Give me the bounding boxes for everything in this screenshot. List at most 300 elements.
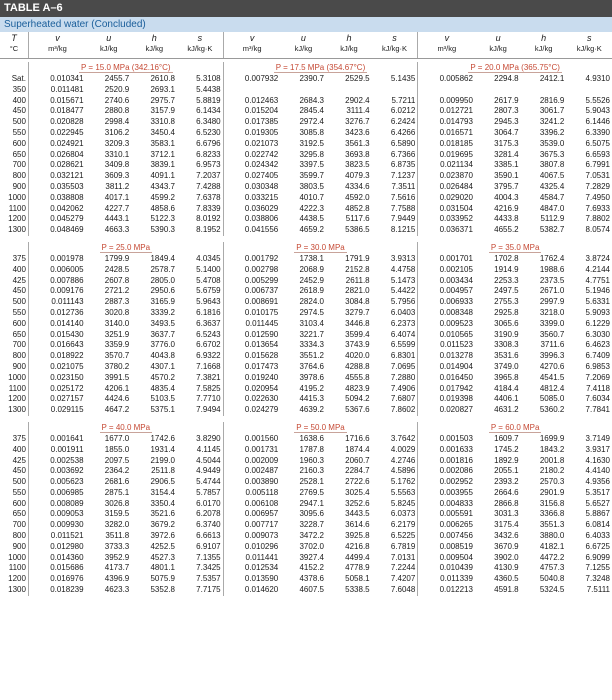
value-cell: 0.016643 (50, 340, 84, 350)
property-block (28, 254, 223, 416)
value-cell: 0.022742 (244, 149, 279, 159)
temperature-cell: 700 (12, 160, 26, 170)
value-cell: 0.005862 (439, 74, 473, 83)
value-cell: 0.001731 (244, 444, 279, 454)
temperature-cell: 500 (12, 297, 26, 307)
value-cell: 0.010439 (439, 563, 473, 573)
value-cell: 1787.8 (299, 444, 324, 454)
value-cell: 0.005299 (244, 275, 279, 285)
value-cell: 4.9356 (585, 477, 610, 487)
pressure-label: P = 15.0 MPa (342.16°C) (28, 62, 223, 74)
value-cell: 5.4438 (196, 84, 221, 94)
pressure-label-row (0, 62, 612, 74)
value-cell: 0.007717 (244, 520, 279, 530)
value-cell: 3085.8 (299, 127, 324, 137)
header-h: h kJ/kg (145, 33, 164, 53)
pressure-label: P = 17.5 MPa (354.67°C) (223, 62, 418, 74)
value-cell: 0.015686 (50, 563, 84, 573)
property-block (223, 434, 418, 596)
temperature-cell: 1300 (8, 225, 26, 235)
value-cell: 4591.8 (494, 585, 519, 595)
value-cell: 2511.8 (151, 466, 175, 476)
value-cell: 4.0029 (390, 444, 416, 454)
value-cell: 0.003434 (439, 275, 473, 285)
value-cell: 3749.0 (494, 361, 519, 371)
value-cell: 3366.8 (539, 509, 565, 519)
value-cell: 2610.8 (150, 74, 175, 83)
value-cell: 2755.3 (494, 297, 519, 307)
value-cell: 3599.4 (345, 329, 370, 339)
h-column (131, 254, 177, 416)
value-cell: 3511.8 (105, 531, 130, 541)
value-cell: 4.1145 (196, 444, 221, 454)
header-v: v m³/kg (242, 33, 262, 53)
value-cell: 0.009053 (50, 509, 84, 519)
temperature-column (0, 434, 28, 596)
value-cell: 7.0695 (390, 361, 416, 371)
value-cell: 6.0170 (196, 498, 221, 508)
value-cell: 7.5357 (196, 574, 221, 584)
pressure-group (0, 422, 612, 596)
value-cell: 3531.6 (494, 351, 519, 361)
value-cell: 8.0192 (196, 214, 221, 224)
value-cell: 5338.5 (345, 585, 370, 595)
value-cell: 7.2069 (585, 372, 610, 382)
data-rows (0, 74, 612, 236)
value-cell: 4.5044 (196, 455, 221, 465)
value-cell: 7.6933 (585, 203, 610, 213)
h-column (326, 434, 372, 596)
value-cell: 4017.1 (104, 192, 130, 202)
value-cell: 2901.9 (539, 487, 565, 497)
value-cell: 6.3030 (585, 329, 610, 339)
value-cell: 4010.7 (299, 192, 324, 202)
value-cell: 7.6048 (390, 585, 416, 595)
temperature-cell: 500 (12, 477, 26, 487)
value-cell: 3795.7 (494, 181, 519, 191)
value-cell: 3780.2 (104, 361, 130, 371)
value-cell: 0.018239 (50, 585, 84, 595)
value-cell: 5352.8 (150, 585, 175, 595)
value-cell: 2412.1 (539, 74, 565, 83)
temperature-cell: 600 (12, 138, 26, 148)
value-cell: 3972.6 (150, 531, 175, 541)
temperature-cell: 425 (12, 275, 26, 285)
value-cell: 3065.6 (494, 318, 519, 328)
value-cell: 0.002487 (244, 466, 279, 476)
value-cell: 3157.9 (150, 106, 175, 116)
value-cell: 3978.6 (299, 372, 324, 382)
value-cell: 4812.4 (539, 383, 565, 393)
header-h: h kJ/kg (340, 33, 358, 53)
value-cell: 4.4758 (390, 264, 416, 274)
value-cell: 2821.0 (345, 286, 370, 296)
value-cell: 3637.7 (150, 329, 175, 339)
value-cell: 5103.5 (150, 394, 175, 404)
value-cell: 2060.7 (345, 455, 370, 465)
temperature-cell: 1200 (8, 394, 26, 404)
value-cell: 0.015628 (244, 351, 279, 361)
pressure-label: P = 35.0 MPa (417, 242, 612, 254)
value-cell: 5.7857 (196, 487, 221, 497)
value-cell: 4173.7 (104, 563, 130, 573)
value-cell: 3551.2 (299, 351, 324, 361)
value-cell: 3020.8 (104, 307, 130, 317)
value-cell: 7.2829 (585, 181, 610, 191)
value-cell: 5324.5 (539, 585, 565, 595)
value-cell: 2390.7 (299, 74, 324, 83)
value-cell: 2664.6 (494, 487, 519, 497)
value-cell: 2393.2 (494, 477, 519, 487)
temperature-cell: 400 (12, 264, 26, 274)
value-cell: 2455.7 (104, 74, 130, 83)
property-block (223, 74, 418, 236)
value-cell (475, 85, 519, 96)
s-column (566, 434, 612, 596)
value-cell: 0.006108 (244, 498, 279, 508)
value-cell: 0.010341 (50, 74, 84, 83)
temperature-column (0, 74, 28, 236)
value-cell: 0.001633 (439, 444, 473, 454)
value-cell: 3823.5 (345, 160, 370, 170)
temperature-cell: 600 (12, 318, 26, 328)
value-cell: 0.024921 (50, 138, 84, 148)
value-cell: 2253.3 (494, 275, 519, 285)
value-cell: 6.2373 (390, 318, 416, 328)
value-cell: 6.1434 (196, 106, 221, 116)
value-cell: 0.015671 (50, 95, 84, 105)
value-cell: 5.5563 (390, 487, 416, 497)
value-cell: 6.9322 (196, 351, 221, 361)
s-column (177, 254, 223, 416)
value-cell: 3295.8 (299, 149, 324, 159)
value-cell: 3996.3 (539, 351, 565, 361)
temperature-cell: 550 (12, 127, 26, 137)
value-cell: 0.008089 (50, 498, 84, 508)
value-cell: 1843.2 (539, 444, 565, 454)
value-cell: 2866.8 (494, 498, 519, 508)
value-cell: 0.009930 (50, 520, 84, 530)
value-cell: 1702.8 (494, 253, 519, 263)
value-cell: 3396.2 (539, 127, 565, 137)
value-cell: 3095.6 (299, 509, 324, 519)
u-column (475, 74, 521, 236)
pressure-label: P = 20.0 MPa (365.75°C) (417, 62, 612, 74)
value-cell: 5382.7 (539, 225, 565, 235)
temperature-cell: 400 (12, 444, 26, 454)
value-cell: 0.042062 (50, 203, 84, 213)
value-cell: 7.0131 (390, 552, 416, 562)
value-cell: 3561.3 (345, 138, 370, 148)
value-cell: 0.032121 (50, 171, 84, 181)
value-cell: 0.041556 (244, 225, 279, 235)
value-cell: 3803.5 (299, 181, 324, 191)
value-cell: 5.5526 (585, 95, 610, 105)
value-cell: 1791.9 (345, 253, 370, 263)
value-cell: 4.4140 (585, 466, 610, 476)
value-cell: 2528.1 (299, 477, 324, 487)
value-cell: 3308.3 (494, 340, 519, 350)
value-cell: 0.026484 (439, 181, 473, 191)
value-cell: 4020.0 (345, 351, 370, 361)
value-cell: 2373.5 (539, 275, 565, 285)
value-cell: 3675.3 (539, 149, 565, 159)
value-cell: 0.038808 (50, 192, 84, 202)
value-cell: 0.010565 (439, 329, 473, 339)
value-cell: 2824.0 (299, 297, 324, 307)
value-cell: 0.033215 (244, 192, 279, 202)
property-block (28, 74, 223, 236)
s-column (372, 434, 418, 596)
value-cell: 4835.4 (150, 383, 175, 393)
value-cell: 0.005118 (245, 487, 279, 497)
value-cell: 2845.4 (299, 106, 324, 116)
temperature-cell: 650 (12, 509, 26, 519)
value-cell (418, 85, 473, 96)
value-cell: 7.0531 (585, 171, 610, 181)
value-cell: 4216.8 (345, 541, 370, 551)
value-cell: 0.014793 (439, 117, 473, 127)
u-column (86, 434, 132, 596)
header-u: u kJ/kg (489, 33, 507, 53)
value-cell: 4499.4 (345, 552, 370, 562)
value-cell: 5122.3 (150, 214, 175, 224)
u-column (280, 254, 326, 416)
value-cell: 0.011441 (245, 552, 279, 562)
value-cell: 1799.9 (104, 253, 130, 263)
value-cell: 2769.5 (299, 487, 324, 497)
value-cell: 2152.8 (345, 264, 370, 274)
value-cell: 3276.7 (345, 117, 370, 127)
value-cell: 5.8867 (585, 509, 610, 519)
value-cell: 2880.8 (104, 106, 130, 116)
value-cell: 0.002952 (439, 477, 473, 487)
value-cell: 3279.7 (345, 307, 370, 317)
value-cell: 4325.4 (539, 181, 565, 191)
value-cell: 0.002009 (244, 455, 279, 465)
value-cell: 7.9494 (196, 405, 221, 415)
value-cell: 0.004833 (439, 498, 473, 508)
value-cell: 6.1816 (196, 307, 221, 317)
value-cell: 2001.8 (539, 455, 565, 465)
value-cell: 4647.2 (104, 405, 130, 415)
value-cell: 3590.1 (494, 171, 519, 181)
value-cell: 0.007456 (439, 531, 473, 541)
value-cell: 0.021134 (440, 160, 473, 170)
value-cell: 4360.5 (494, 574, 519, 584)
value-cell: 0.029020 (439, 192, 473, 202)
s-column (372, 254, 418, 416)
u-column (86, 74, 132, 236)
h-column (131, 434, 177, 596)
value-cell: 0.011445 (245, 318, 279, 328)
value-cell: 1988.6 (539, 264, 565, 274)
value-cell: 3609.3 (104, 171, 130, 181)
value-cell: 2875.1 (104, 487, 130, 497)
value-cell: 0.036371 (439, 225, 473, 235)
value-cell: 5.1473 (390, 275, 416, 285)
value-cell: 3251.9 (104, 329, 130, 339)
temperature-cell: 1300 (8, 585, 26, 595)
data-rows (0, 254, 612, 416)
value-cell: 0.024279 (244, 405, 279, 415)
s-column (566, 254, 612, 416)
h-column (131, 74, 177, 236)
value-cell: 6.8233 (196, 149, 221, 159)
value-cell: 7.8339 (196, 203, 221, 213)
h-column (521, 434, 567, 596)
value-cell: 0.016571 (439, 127, 473, 137)
value-cell: 0.008691 (244, 297, 279, 307)
v-column (418, 434, 475, 596)
value-cell: 3359.9 (104, 340, 130, 350)
value-cell: 0.001560 (244, 433, 279, 443)
temperature-cell: 650 (12, 149, 26, 159)
value-cell: 4555.8 (345, 372, 370, 382)
value-cell: 2578.7 (150, 264, 175, 274)
value-cell: 3103.4 (299, 318, 324, 328)
value-cell: 3218.0 (539, 307, 565, 317)
value-cell: 0.017942 (439, 383, 473, 393)
value-cell: 4343.7 (150, 181, 175, 191)
value-cell: 4592.0 (345, 192, 370, 202)
value-cell: 5040.8 (539, 574, 565, 584)
value-cell: 0.012721 (439, 106, 473, 116)
value-cell: 5.8819 (196, 95, 221, 105)
value-cell: 3472.2 (299, 531, 324, 541)
value-cell: 7.8802 (585, 214, 610, 224)
value-cell: 7.1355 (196, 552, 221, 562)
value-cell: 4.2746 (390, 455, 416, 465)
value-cell: 7.4288 (196, 181, 221, 191)
value-cell: 3165.9 (150, 297, 175, 307)
value-cell: 0.033952 (439, 214, 473, 224)
value-cell: 6.8735 (390, 160, 416, 170)
value-cell: 0.020954 (244, 383, 279, 393)
value-cell: 7.1255 (585, 563, 610, 573)
temperature-cell: Sat. (11, 74, 26, 83)
temperature-cell: 1300 (8, 405, 26, 415)
value-cell: 5.1762 (390, 477, 416, 487)
value-cell: 3025.4 (345, 487, 370, 497)
s-column (566, 74, 612, 236)
value-cell: 6.2179 (390, 520, 416, 530)
value-cell: 0.013654 (244, 340, 279, 350)
value-cell: 8.1952 (196, 225, 221, 235)
temperature-cell: 375 (12, 433, 26, 443)
value-cell: 0.001503 (439, 433, 473, 443)
value-cell: 4663.3 (104, 225, 130, 235)
temperature-cell: 650 (12, 329, 26, 339)
value-cell: 2902.4 (345, 95, 370, 105)
value-cell: 4307.1 (150, 361, 175, 371)
temperature-cell: 550 (12, 307, 26, 317)
header-block-3 (417, 32, 612, 58)
value-cell: 3140.0 (104, 318, 130, 328)
temperature-cell: 900 (12, 361, 26, 371)
value-cell: 0.002086 (439, 466, 473, 476)
value-cell: 2199.0 (150, 455, 175, 465)
value-cell: 0.014620 (244, 585, 279, 595)
value-cell: 4227.7 (104, 203, 130, 213)
temperature-cell: 1000 (8, 552, 26, 562)
value-cell: 1931.4 (150, 444, 175, 454)
property-block (417, 254, 612, 416)
value-cell: 5.6759 (196, 286, 221, 296)
value-cell: 0.020827 (439, 405, 473, 415)
value-cell: 3409.8 (104, 160, 130, 170)
value-cell: 0.015430 (50, 329, 84, 339)
value-cell: 3551.3 (539, 520, 565, 530)
value-cell: 3334.3 (299, 340, 324, 350)
value-cell: 0.035503 (50, 181, 84, 191)
value-cell: 7.3425 (196, 563, 221, 573)
value-cell: 0.013278 (439, 351, 473, 361)
value-cell: 0.006265 (439, 520, 473, 530)
value-cell: 6.9107 (196, 541, 221, 551)
temperature-cell: 500 (12, 117, 26, 127)
value-cell: 7.8602 (390, 405, 416, 415)
value-cell: 6.4074 (390, 329, 416, 339)
value-cell: 2618.9 (299, 286, 324, 296)
value-cell: 4607.5 (299, 585, 324, 595)
value-cell: 3282.0 (104, 520, 130, 530)
value-cell: 3614.6 (345, 520, 370, 530)
header-v: v m³/kg (48, 33, 67, 53)
value-cell: 3385.1 (494, 160, 519, 170)
value-cell: 4334.6 (345, 181, 370, 191)
value-cell: 4195.2 (299, 383, 324, 393)
value-cell: 0.002105 (439, 264, 473, 274)
value-cell: 0.019398 (439, 394, 473, 404)
value-cell: 4043.8 (150, 351, 175, 361)
value-cell: 0.024342 (244, 160, 279, 170)
temperature-cell: 400 (12, 95, 26, 105)
value-cell: 0.017473 (244, 361, 279, 371)
value-cell: 0.004957 (439, 286, 473, 296)
value-cell: 4.1630 (585, 455, 610, 465)
value-cell: 4847.0 (539, 203, 565, 213)
value-cell: 3712.1 (150, 149, 175, 159)
value-cell: 4216.9 (494, 203, 519, 213)
value-cell: 2617.9 (494, 95, 519, 105)
value-cell: 3.9317 (585, 444, 610, 454)
value-cell: 0.018477 (50, 106, 84, 116)
value-cell: 2887.3 (104, 297, 130, 307)
value-cell: 4415.3 (299, 394, 324, 404)
header-u: u kJ/kg (99, 33, 118, 53)
value-cell: 3811.2 (105, 181, 130, 191)
value-cell (521, 85, 565, 96)
header-v: v m³/kg (437, 33, 457, 53)
value-cell: 4541.5 (539, 372, 565, 382)
value-cell: 6.6593 (585, 149, 610, 159)
value-cell: 3190.9 (494, 329, 519, 339)
value-cell: 2722.6 (345, 477, 370, 487)
value-cell: 3111.4 (346, 106, 370, 116)
value-cell: 0.013590 (244, 574, 279, 584)
value-cell: 7.1237 (390, 171, 416, 181)
value-cell: 4472.2 (539, 552, 565, 562)
value-cell: 1738.1 (299, 253, 324, 263)
value-cell: 6.5599 (390, 340, 416, 350)
value-cell (224, 85, 279, 96)
v-column (224, 74, 281, 236)
value-cell: 4206.1 (104, 383, 130, 393)
value-cell: 3743.9 (345, 340, 370, 350)
value-cell: 3252.6 (345, 498, 370, 508)
value-cell: 0.005591 (439, 509, 473, 519)
